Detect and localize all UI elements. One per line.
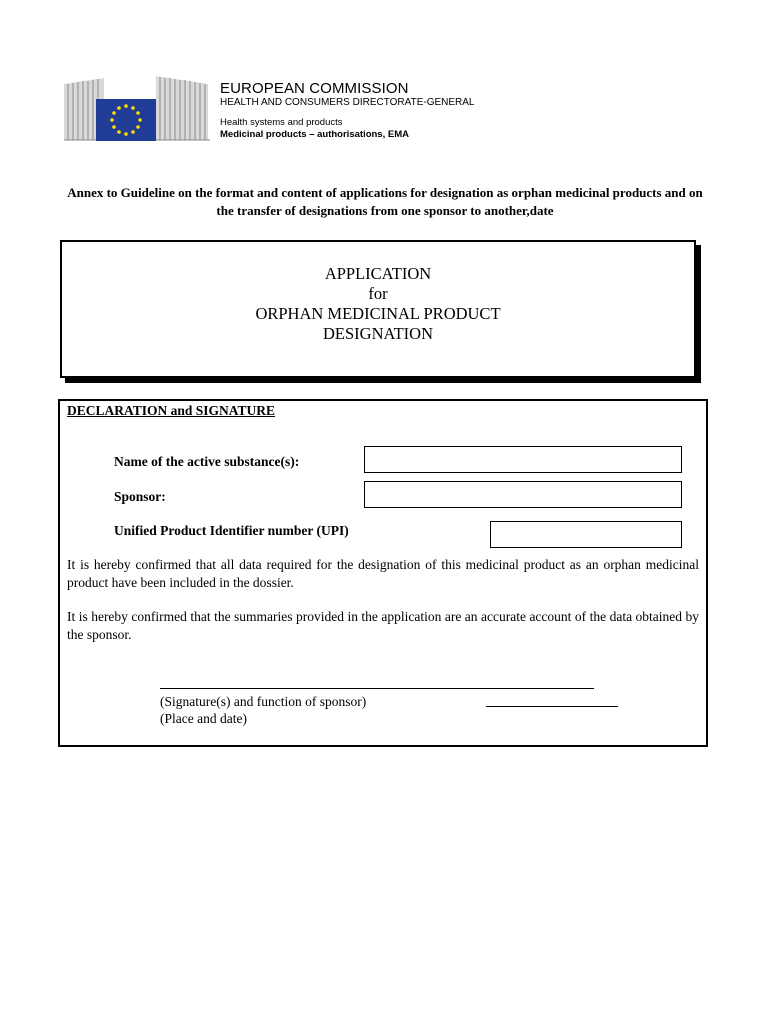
eu-flag-icon [96, 99, 156, 141]
upi-field[interactable] [490, 521, 682, 548]
confirmation-paragraph-summaries: It is hereby confirmed that the summaries provided in the application are an accurate account of the data obtained by the sponsor. [67, 609, 699, 642]
active-substance-label: Name of the active substance(s): [114, 454, 300, 469]
commission-building-icon [64, 74, 210, 144]
signature-label: (Signature(s) and function of sponsor) [160, 694, 367, 709]
letterhead [220, 80, 474, 141]
subunit-name: Medicinal products – authorisations, EMA [220, 129, 409, 140]
signature-line [160, 688, 594, 689]
place-date-label: (Place and date) [160, 711, 247, 726]
confirmation-paragraph-data: It is hereby confirmed that all data required for the designation of this medicinal product as an orphan medicinal product have been included in the dossier. [67, 557, 699, 590]
european-commission-logo [64, 74, 210, 144]
active-substance-field[interactable] [364, 446, 682, 473]
declaration-heading: DECLARATION and SIGNATURE [67, 403, 276, 418]
organization-name: EUROPEAN COMMISSION [220, 80, 409, 97]
title-line-2: for [368, 284, 388, 303]
place-date-line [486, 706, 618, 707]
unit-name: Health systems and products [220, 117, 343, 128]
declaration-section [58, 399, 708, 747]
sponsor-field[interactable] [364, 481, 682, 508]
title-line-4: DESIGNATION [323, 324, 433, 343]
title-line-3: ORPHAN MEDICINAL PRODUCT [255, 304, 501, 323]
annex-title: Annex to Guideline on the format and content of applications for designation as orphan medicinal products and on the transfer of designations from one sponsor to another,date [67, 185, 703, 218]
sponsor-label: Sponsor: [114, 489, 166, 504]
directorate-name: HEALTH AND CONSUMERS DIRECTORATE-GENERAL [220, 97, 475, 108]
application-title-box [60, 240, 696, 378]
upi-label: Unified Product Identifier number (UPI) [114, 523, 349, 538]
title-line-1: APPLICATION [324, 264, 432, 283]
